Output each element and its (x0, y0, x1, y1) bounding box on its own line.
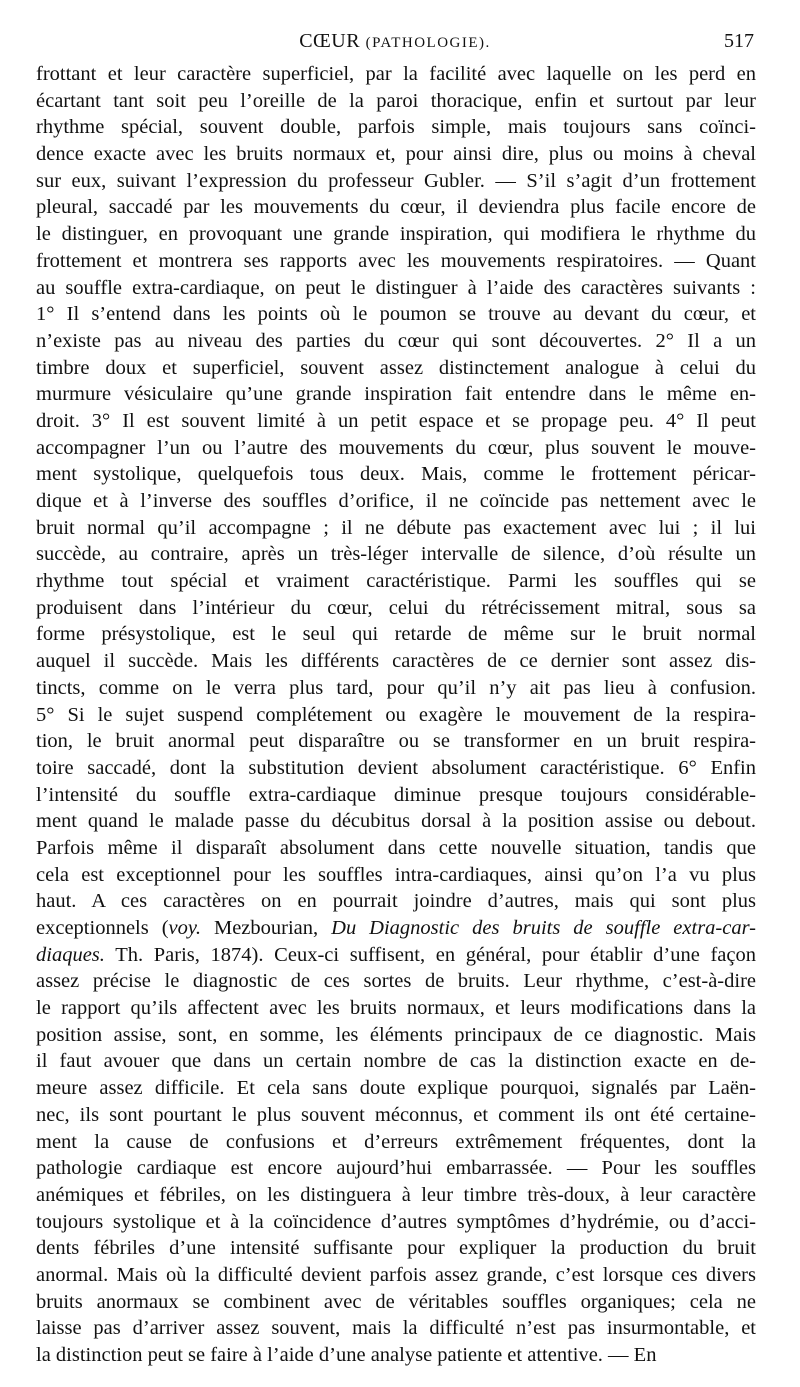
text-line: cela est exceptionnel pour les souffles intra-cardiaques, ainsi qu’on l’a vu plus (36, 863, 756, 886)
text-run: Th. Paris, 1874). Ceux-ci suffisent, en général, pour établir d’une façon (104, 943, 756, 966)
text-line: 5° Si le sujet suspend complétement ou exagère le mouvement de la respira- (36, 703, 756, 726)
text-line: frottement et montrera ses rapports avec les mouvements respiratoires. — Quant (36, 249, 756, 272)
italic-run: Du Diagnostic des bruits de souffle extra-car- (331, 917, 756, 939)
text-line: anémiques et fébriles, on les distinguera à leur timbre très-doux, à leur caractère (36, 1183, 756, 1206)
italic-run: voy. (168, 917, 201, 939)
running-title-sub: (PATHOLOGIE). (365, 35, 491, 51)
running-title (36, 30, 754, 53)
text-line: dents fébriles d’une intensité suffisante pour expliquer la production du bruit (36, 1237, 756, 1260)
text-line: bruit normal qu’il accompagne ; il ne débute pas exactement avec lui ; il lui (36, 516, 756, 539)
text-run: exceptionnels ( (36, 917, 169, 939)
text-line: pleural, saccadé par les mouvements du cœur, il deviendra plus facile encore de (36, 196, 756, 219)
text-line: meure assez difficile. Et cela sans doute explique pourquoi, signalés par Laën- (36, 1077, 756, 1100)
text-line: tincts, comme on le verra plus tard, pour qu’il n’y ait pas lieu à confusion. (36, 676, 756, 699)
text-line: rhythme spécial, souvent double, parfois simple, mais toujours sans coïnci- (36, 116, 756, 139)
text-line: tion, le bruit anormal peut disparaître ou se transformer en un bruit respira- (36, 730, 756, 753)
text-line: l’intensité du souffle extra-cardiaque diminue presque toujours considérable- (36, 783, 756, 806)
text-line: position assise, sont, en somme, les éléments principaux de ce diagnostic. Mais (36, 1023, 756, 1046)
text-line: auquel il succède. Mais les différents caractères de ce dernier sont assez dis- (36, 650, 756, 673)
text-line: accompagner l’un ou l’autre des mouvements du cœur, plus souvent le mouve- (36, 436, 756, 459)
text-line: haut. A ces caractères on en pourrait joindre d’autres, mais qui sont plus (36, 890, 756, 913)
text-line: anormal. Mais où la difficulté devient parfois assez grande, c’est lorsque ces divers (36, 1263, 756, 1286)
text-line: sur eux, suivant l’expression du professeur Gubler. — S’il s’agit d’un frottement (36, 169, 756, 192)
text-line: n’existe pas au niveau des parties du cœur qui sont découvertes. 2° Il a un (36, 329, 756, 352)
text-line: droit. 3° Il est souvent limité à un petit espace et se propage peu. 4° Il peut (36, 409, 756, 432)
text-line: succède, au contraire, après un très-léger intervalle de silence, d’où résulte un (36, 543, 756, 566)
text-line: nec, ils sont pourtant le plus souvent méconnus, et comment ils ont été certaine- (36, 1103, 756, 1126)
text-line: 1° Il s’entend dans les points où le poumon se trouve au devant du cœur, et (36, 303, 756, 326)
text-line: forme présystolique, est le seul qui retarde de même sur le bruit normal (36, 623, 756, 646)
text-line: la distinction peut se faire à l’aide d’une analyse patiente et attentive. — En (36, 1344, 657, 1366)
text-line: au souffle extra-cardiaque, on peut le distinguer à l’aide des caractères suivants : (36, 276, 756, 299)
text-line: dique et à l’inverse des souffles d’orifice, il ne coïncide pas nettement avec le (36, 490, 756, 512)
text-line (36, 942, 756, 969)
text-line: Parfois même il disparaît absolument dans cette nouvelle situation, tandis que (36, 836, 756, 859)
text-line: ment systolique, quelquefois tous deux. Mais, comme le frottement péricar- (36, 463, 756, 486)
text-line: rhythme tout spécial et vraiment caractéristique. Parmi les souffles qui se (36, 570, 756, 593)
text-line: toujours systolique et à la coïncidence d’autres symptômes d’hydrémie, ou d’acci- (36, 1210, 756, 1233)
running-title-main: CŒUR (299, 30, 361, 52)
text-run: Mezbourian, (200, 917, 332, 939)
text-line: le distinguer, en provoquant une grande inspiration, qui modifiera le rhythme du (36, 223, 756, 246)
text-line (36, 915, 756, 942)
text-line: assez précise le diagnostic de ces sortes de bruits. Leur rhythme, c’est-à-dire (36, 970, 756, 993)
text-line: le rapport qu’ils affectent avec les bruits normaux, et leurs modifications dans la (36, 997, 756, 1020)
text-line: laisse pas d’arriver assez souvent, mais la difficulté n’est pas insurmontable, et (36, 1317, 756, 1340)
text-line: ment quand le malade passe du décubitus dorsal à la position assise ou debout. (36, 810, 756, 833)
text-line: il faut avouer que dans un certain nombre de cas la distinction exacte en de- (36, 1050, 756, 1073)
running-header (36, 30, 754, 58)
italic-run: diaques. (36, 943, 105, 966)
text-line: ment la cause de confusions et d’erreurs extrêmement fréquentes, dont la (36, 1130, 756, 1153)
text-line: écartant tant soit peu l’oreille de la paroi thoracique, enfin et surtout par leur (36, 89, 756, 112)
text-line: murmure vésiculaire qu’une grande inspiration fait entendre dans le même en- (36, 383, 756, 406)
text-line: bruits anormaux se combinent avec de véritables souffles organiques; cela ne (36, 1290, 756, 1313)
text-line: produisent dans l’intérieur du cœur, celui du rétrécissement mitral, sous sa (36, 596, 756, 619)
page-number: 517 (724, 30, 754, 52)
text-line: timbre doux et superficiel, souvent assez distinctement analogue à celui du (36, 356, 756, 379)
text-line: toire saccadé, dont la substitution devient absolument caractéristique. 6° Enfin (36, 756, 756, 779)
text-line: pathologie cardiaque est encore aujourd’hui embarrassée. — Pour les souffles (36, 1157, 756, 1180)
text-line: frottant et leur caractère superficiel, par la facilité avec laquelle on les perd en (36, 63, 756, 85)
body-text (36, 61, 756, 1369)
text-line: dence exacte avec les bruits normaux et, pour ainsi dire, plus ou moins à cheval (36, 143, 756, 166)
